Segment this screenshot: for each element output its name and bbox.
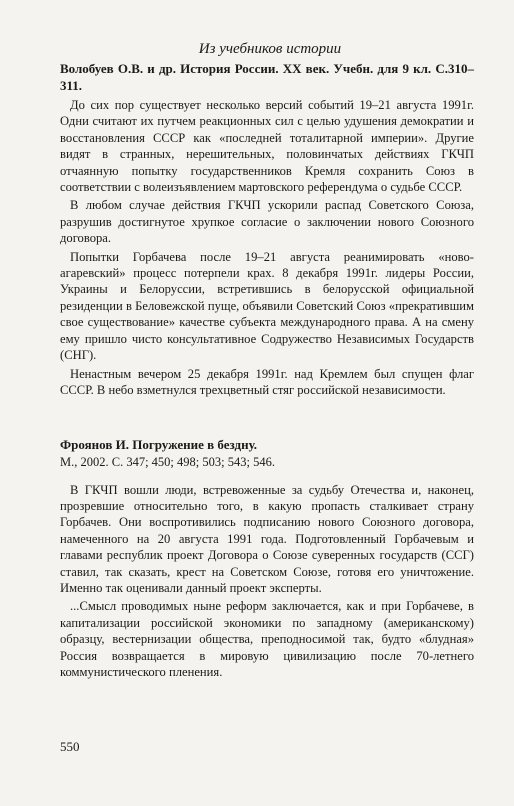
source-volobuev — [60, 61, 474, 398]
paragraph: До сих пор существует несколько версий событий 19–21 августа 1991г. Одни считают их путчем реакционных сил с целью удушения демократии и восстановления СССР как «последней тоталитарной империи». Другие видят в странных, нерешительных, половинчатых действиях ГКЧП отчаянную попытку государственников Кремля сохранить Союз в соответствии с волеизъявлением мартовского референдума о судьбе СССР. — [60, 98, 474, 195]
source-imprint: М., 2002. С. 347; 450; 498; 503; 543; 546. — [60, 454, 275, 469]
source-text — [60, 482, 474, 681]
source-title: Фроянов И. Погружение в бездну. — [60, 437, 258, 452]
paragraph: Ненастным вечером 25 декабря 1991г. над Кремлем был спущен флаг СССР. В небо взметнулся трехцветный стяг российской независимости. — [60, 366, 474, 397]
source-froyanov — [60, 437, 474, 680]
source-title: Волобуев О.В. и др. История России. ХХ век. Учебн. для 9 кл. С.310–311. — [60, 61, 474, 93]
paragraph: В любом случае действия ГКЧП ускорили распад Советского Союза, разрушив достигнутое хрупкое согласие о заключении нового Союзного договора. — [60, 198, 474, 246]
paragraph: Попытки Горбачева после 19–21 августа реанимировать «ново-агаревский» процесс потерпели крах. 8 декабря 1991г. лидеры России, Украины и Белоруссии, встретившись в белорусской официальной резиденции в Беловежской пуще, объявили Советский Союз «прекратившим свое существование» качестве субъекта международного права. А на смену ему пришло чисто консультативное Содружество Независимых Государств (СНГ). — [60, 249, 474, 363]
paragraph: В ГКЧП вошли люди, встревоженные за судьбу Отечества и, наконец, прозревшие относительно того, в какую пропасть сталкивает страну Горбачев. Они воспротивились подписанию нового Союзного договора, намеченного на 20 августа 1991 года. Подготовленный Горбачевым и главами республик проект Договора о Союзе суверенных государств (ССГ) ставил, так сказать, крест на Советском Союзе, готовя его уничтожение. Именно так оценивали данный проект эксперты. — [60, 482, 474, 595]
page-number: 550 — [60, 739, 80, 754]
paragraph: ...Смысл проводимых ныне реформ заключается, как и при Горбачеве, в капитализации российской экономики по западному (американскому) образцу, вестернизации общества, преподносимой так, будто «блудная» Россия возвращается в мировую цивилизацию после 70-летнего коммунистического пленения. — [60, 599, 474, 679]
source-text — [60, 97, 474, 398]
section-heading: Из учебников истории — [198, 41, 342, 57]
